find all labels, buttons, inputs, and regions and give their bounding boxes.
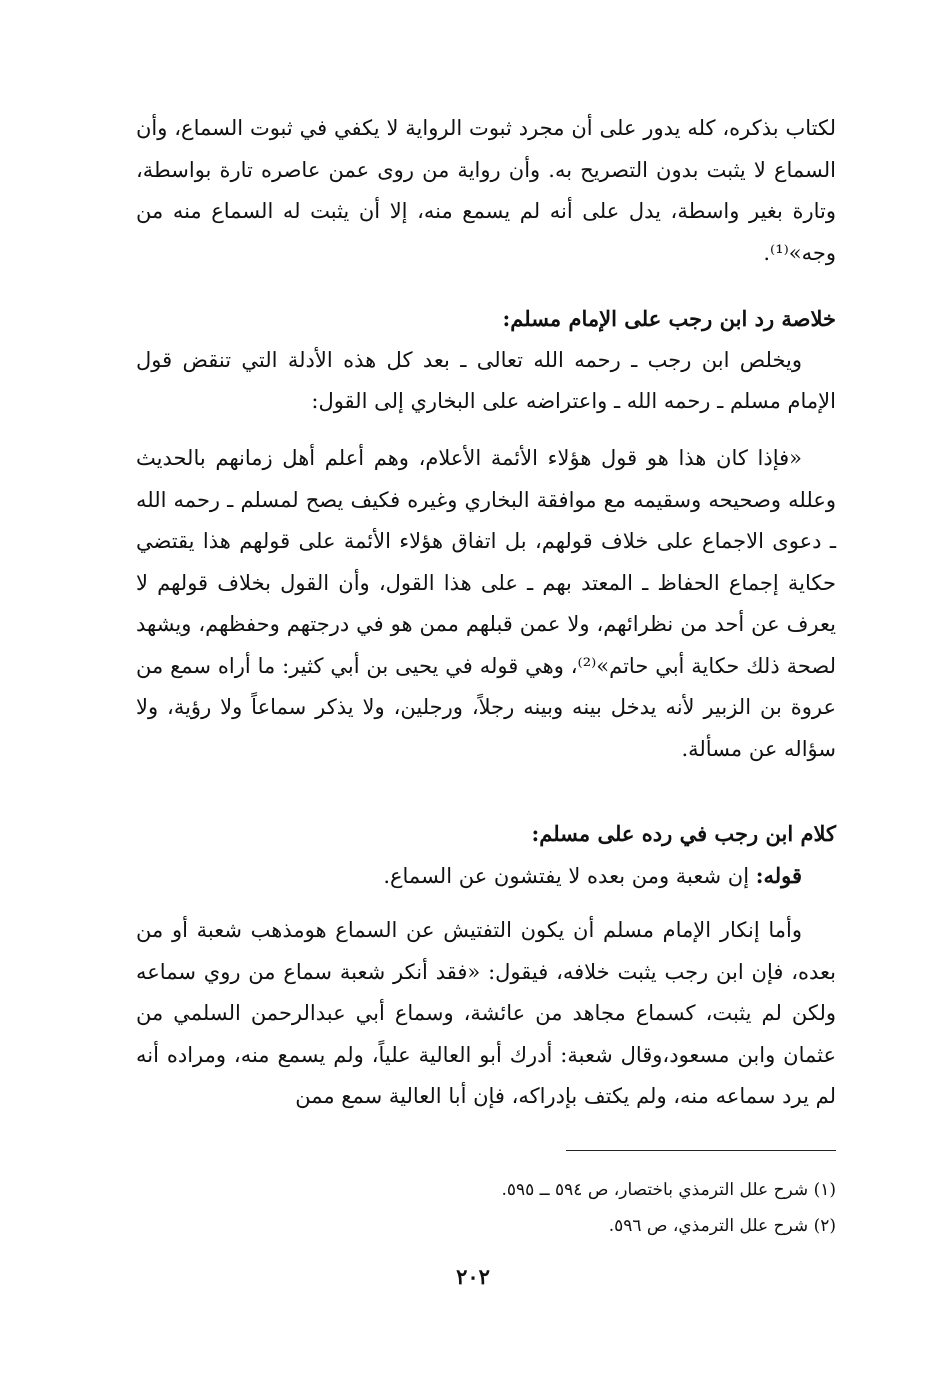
quote-label: قوله:: [755, 862, 802, 888]
quotation-block: [136, 438, 836, 770]
footnote-divider: [566, 1150, 836, 1151]
paragraph-text: لكتاب بذكره، كله يدور على أن مجرد ثبوت الرواية لا يكفي في ثبوت السماع، وأن السماع لا يثبت بدون التصريح به. وأن رواية من روى عمن عاصره تارة بواسطة، وتارة بغير واسطة، يدل على أنه لم يسمع منه، إلا أن يثبت له السماع منه من وجه»⁽¹⁾.: [136, 116, 836, 265]
paragraph-continuation: [136, 108, 836, 274]
quote-text: إن شعبة ومن بعده لا يفتشون عن السماع.: [383, 863, 756, 888]
footnotes: [136, 1172, 836, 1244]
paragraph-text: ويخلص ابن رجب ـ رحمه الله تعالى ـ بعد كل هذه الأدلة التي تنقض قول الإمام مسلم ـ رحمه الله ـ واعتراضه على البخاري إلى القول:: [136, 347, 836, 413]
section-ibn-rajab: [136, 813, 836, 897]
footnote-1: (١) شرح علل الترمذي باختصار، ص ٥٩٤ ــ ٥٩٥.: [501, 1180, 836, 1200]
quotation-text: «فإذا كان هذا هو قول هؤلاء الأئمة الأعلام، وهم أعلم أهل زمانهم بالحديث وعلله وصحيحه وسقيمه مع موافقة البخاري وغيره فكيف يصح لمسلم ـ رحمه الله ـ دعوى الاجماع على خلاف قولهم، بل اتفاق هؤلاء الأئمة على قولهم هذا يقتضي حكاية إجماع الحفاظ ـ المعتد بهم ـ على هذا القول، وأن القول بخلاف قولهم لا يعرف عن أحد من نظرائهم، ولا عمن قبلهم ممن هو في درجتهم وحفظهم، ويشهد لصحة ذلك حكاية أبي حاتم»⁽²⁾، وهي قوله في يحيى بن أبي كثير: ما أراه سمع من عروة بن الزبير لأنه يدخل بينه وبينه رجلاً، ورجلين، ولا يذكر سماعاً ولا رؤية، ولا سؤاله عن مسألة.: [136, 446, 836, 761]
section-summary: [136, 298, 836, 423]
page-number: ٢٠٢: [456, 1264, 490, 1289]
section-heading: خلاصة رد ابن رجب على الإمام مسلم:: [502, 306, 836, 331]
quoted-statement: [136, 855, 836, 898]
section-heading: كلام ابن رجب في رده على مسلم:: [531, 821, 836, 846]
paragraph-text: وأما إنكار الإمام مسلم أن يكون التفتيش عن السماع هومذهب شعبة أو من بعده، فإن ابن رجب يثبت خلافه، فيقول: «فقد أنكر شعبة سماع من روي سماعه ولكن لم يثبت، كسماع مجاهد من عائشة، وسماع أبي عبدالرحمن السلمي من عثمان وابن مسعود،وقال شعبة: أدرك أبو العالية علياً، ولم يسمع منه، ومراده أنه لم يرد سماعه منه، ولم يكتف بإدراكه، فإن أبا العالية سمع ممن: [136, 918, 836, 1108]
footnote-2: (٢) شرح علل الترمذي، ص ٥٩٦.: [608, 1216, 836, 1236]
paragraph-response: [136, 910, 836, 1118]
